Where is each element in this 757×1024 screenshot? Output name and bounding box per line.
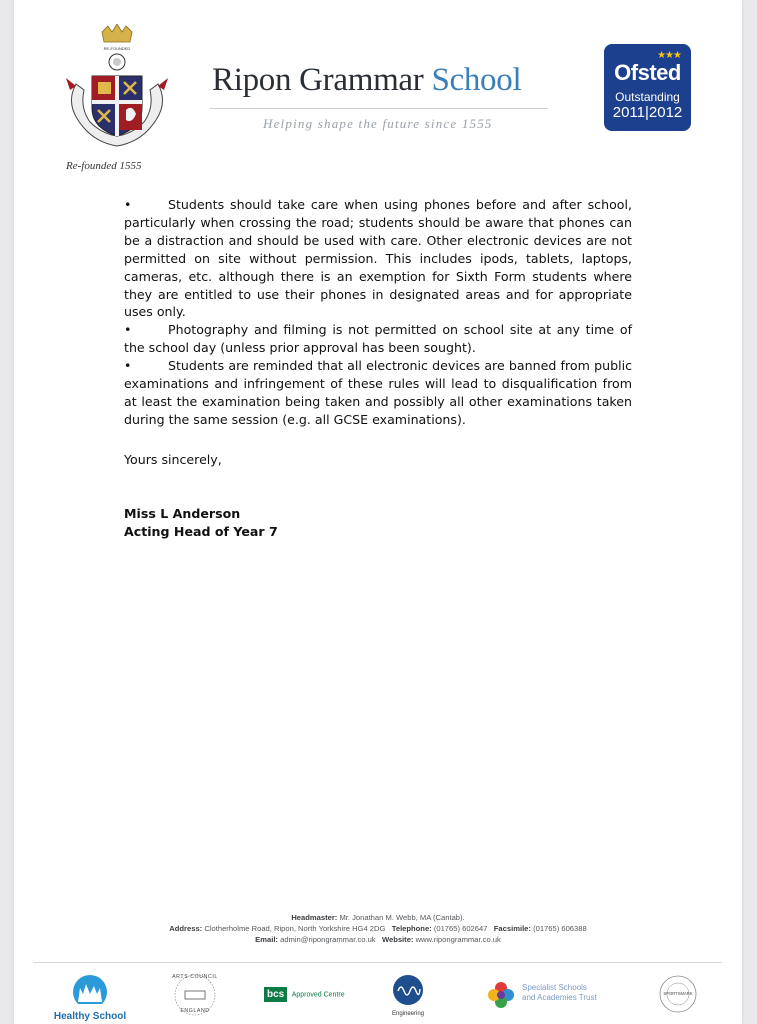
bcs-label: Approved Centre [291, 991, 345, 999]
bullet-text-examinations: Students are reminded that all electronic devices are banned from public examinations and infringement of these rules will lead to disqualification from at least the examination being taken and possibly all other examinations taken during the same session (e.g. all GCSE examinations). [124, 358, 632, 427]
email-value: admin@ripongrammar.co.uk [280, 935, 376, 944]
crest-top-text: RE-FOUNDED [103, 46, 131, 51]
letter-closing: Yours sincerely, [124, 451, 222, 467]
healthy-school-label: Healthy School [53, 1011, 127, 1022]
bcs-mark: bcs [264, 987, 287, 1002]
healthy-school-icon [50, 974, 130, 1004]
signatory-name: Miss L Anderson [124, 505, 241, 521]
arts-council-top-label: ARTS COUNCIL [172, 974, 218, 980]
school-name-primary: Ripon Grammar [212, 62, 424, 98]
footer-line-address [14, 923, 742, 934]
ofsted-years: 2011|2012 [612, 104, 683, 121]
headmaster-value: Mr. Jonathan M. Webb, MA (Cantab). [339, 913, 465, 922]
header-divider [210, 108, 548, 109]
letter-page [14, 0, 742, 1024]
address-label: Address: [169, 924, 203, 933]
ssat-icon [486, 980, 516, 1010]
website-label: Website: [381, 935, 414, 944]
bullet-text-photography: Photography and filming is not permitted on school site at any time of the school day (unless prior approval has been sought). [124, 322, 632, 356]
bullet-paragraph [124, 321, 632, 357]
letter-body [124, 196, 632, 541]
bullet-paragraph [124, 357, 632, 429]
ssat-label-line1: Specialist Schools [522, 983, 587, 992]
arts-council-bottom-label: ENGLAND [180, 1008, 210, 1014]
footer-line-headmaster [14, 912, 742, 923]
email-label: Email: [255, 935, 278, 944]
ofsted-stars-icon: ★★★ [657, 50, 681, 61]
telephone-label: Telephone: [391, 924, 432, 933]
sportsmark-label: SPORTSMARK [663, 991, 693, 996]
footer-divider [34, 962, 722, 963]
bullet-marker: • [124, 197, 132, 212]
ofsted-word: Ofsted [614, 60, 681, 85]
ssat-label-line2: and Academies Trust [522, 993, 597, 1002]
telephone-value: (01765) 602647 [433, 924, 488, 933]
school-tagline: Helping shape the future since 1555 [263, 116, 493, 131]
footer-line-email [14, 934, 742, 945]
sportsmark-logo [658, 974, 698, 1014]
bullet-paragraph [124, 196, 632, 321]
school-name-secondary: School [431, 62, 522, 98]
school-name [212, 62, 521, 99]
ssat-logo [486, 980, 616, 1012]
bullet-text-phones: Students should take care when using phones before and after school, particularly when crossing the road; students should be aware that phones can be a distraction and should be used with care. Other electronic devices are not permitted on site without permission. This includes ipods, tablets, laptops, cameras, etc. although there is an exemption for Sixth Form students where they are entitled to use their phones in designated areas and for appropriate uses only. [124, 197, 632, 320]
facsimile-value: (01765) 606388 [533, 924, 587, 933]
footer-contact-info [14, 912, 742, 945]
ofsted-grade: Outstanding [615, 90, 680, 104]
facsimile-label: Facsimile: [493, 924, 531, 933]
headmaster-label: Headmaster: [291, 913, 338, 922]
engineering-icon [392, 974, 424, 1006]
arts-council-logo [172, 972, 218, 1018]
school-crest-icon [62, 24, 172, 149]
bullet-marker: • [124, 358, 132, 374]
bullet-marker: • [124, 322, 132, 338]
accreditation-logos [14, 970, 742, 1020]
bcs-approved-centre-logo [264, 986, 364, 1010]
ofsted-badge [604, 44, 691, 131]
engineering-label: Engineering [391, 1011, 425, 1017]
signatory-role: Acting Head of Year 7 [124, 523, 278, 539]
engineering-logo [386, 974, 430, 1020]
website-value: www.ripongrammar.co.uk [415, 935, 501, 944]
address-value: Clotherholme Road, Ripon, North Yorkshire HG4 2DG [204, 924, 386, 933]
healthy-school-logo [50, 974, 130, 1020]
crest-motto: Re-founded 1555 [66, 160, 142, 172]
